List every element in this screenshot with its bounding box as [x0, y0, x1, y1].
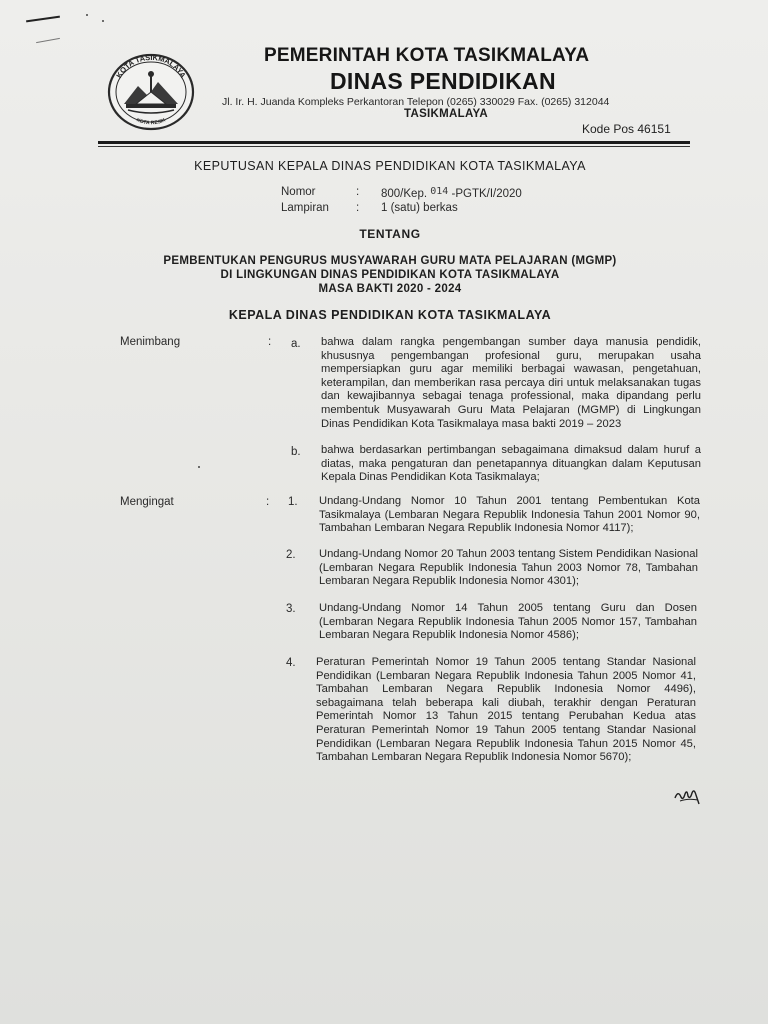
- item-marker: 1.: [288, 496, 298, 508]
- mengingat-colon: :: [266, 496, 270, 508]
- lampiran-colon: :: [356, 202, 360, 214]
- tentang-heading: TENTANG: [359, 227, 421, 241]
- speck: [198, 466, 200, 468]
- mengingat-item-2: Undang-Undang Nomor 20 Tahun 2003 tentang Sistem Pendidikan Nasional (Lembaran Negara Republik Indonesia Tahun 2003 Nomor 78, Tambahan Lembaran Negara Republik Indonesia Nomor 4301);: [319, 548, 698, 588]
- decree-title: KEPUTUSAN KEPALA DINAS PENDIDIKAN KOTA TASIKMALAYA: [194, 159, 586, 173]
- lampiran-label: Lampiran: [281, 202, 329, 214]
- lampiran-value: 1 (satu) berkas: [381, 202, 458, 214]
- handwritten-initials: [672, 784, 702, 806]
- letterhead-postal-code: Kode Pos 46151: [582, 122, 671, 136]
- letterhead-city: TASIKMALAYA: [404, 108, 489, 120]
- item-marker: 4.: [286, 657, 296, 669]
- item-marker: b.: [291, 446, 301, 458]
- speck: [102, 20, 104, 22]
- logo-text-bottom: KOTA RESIK: [135, 117, 167, 127]
- subject-line: PEMBENTUKAN PENGURUS MUSYAWARAH GURU MATA PELAJARAN (MGMP): [163, 255, 617, 267]
- letterhead-address: Jl. Ir. H. Juanda Kompleks Perkantoran Telepon (0265) 330029 Fax. (0265) 312044: [222, 96, 610, 108]
- nomor-value: [381, 186, 522, 200]
- letterhead-rule-thin: [98, 146, 690, 147]
- mengingat-item-4: Peraturan Pemerintah Nomor 19 Tahun 2005 tentang Standar Nasional Pendidikan (Lembaran Negara Republik Indonesia Tahun 2005 Nomor 41, Tambahan Lembaran Negara Republik Indonesia Nomor 4496), sebagaimana telah beberapa kali diubah, terakhir dengan Peraturan Pemerintah Nomor 13 Tahun 2015 tentang Perubahan Kedua atas Peraturan Pemerintah Nomor 19 Tahun 2005 tentang Standar Nasional Pendidikan (Lembaran Negara Republik Indonesia Tahun 2015 Nomor 45, Tambahan Lembaran Negara Republik Indonesia Nomor 5670);: [316, 656, 696, 764]
- nomor-suffix: -PGTK/I/2020: [451, 188, 522, 200]
- menimbang-label: Menimbang: [120, 336, 181, 348]
- nomor-handwritten: 014: [430, 186, 449, 197]
- mengingat-item-3: Undang-Undang Nomor 14 Tahun 2005 tentang Guru dan Dosen (Lembaran Negara Republik Indonesia Tahun 2005 Nomor 157, Tambahan Lembaran Negara Republik Indonesia Nomor 4586);: [319, 602, 697, 642]
- nomor-colon: :: [356, 186, 360, 198]
- nomor-label: Nomor: [281, 186, 316, 198]
- pen-mark: [26, 16, 60, 23]
- speck: [86, 14, 88, 16]
- pen-mark: [36, 38, 60, 43]
- menimbang-colon: :: [268, 336, 272, 348]
- menimbang-item-b: bahwa berdasarkan pertimbangan sebagaimana dimaksud dalam huruf a diatas, maka pengaturan dan penetapannya dituangkan dalam Keputusan Kepala Dinas Pendidikan Kota Tasikmalaya;: [321, 444, 701, 484]
- item-marker: 3.: [286, 603, 296, 615]
- menimbang-item-a: bahwa dalam rangka pengembangan sumber daya manusia pendidik, khususnya pengembangan profesional guru, merupakan usaha mempersiapkan guru agar memiliki berbagai wawasan, pengetahuan, keterampilan, dan memberikan rasa percaya diri untuk melaksanakan tugas dan kewajibannya sebagai tenaga professional, maka dipandang perlu membentuk Musyawarah Guru Mata Pelajaran (MGMP) di Lingkungan Dinas Pendidikan Kota Tasikmalaya masa bakti 2019 – 2023: [321, 336, 701, 430]
- item-marker: 2.: [286, 549, 296, 561]
- letterhead-rule: [98, 141, 690, 144]
- letterhead-office: DINAS PENDIDIKAN: [330, 68, 556, 94]
- letterhead-government: PEMERINTAH KOTA TASIKMALAYA: [264, 45, 590, 66]
- city-emblem-logo: [106, 52, 196, 132]
- mengingat-label: Mengingat: [120, 496, 174, 508]
- nomor-prefix: 800/Kep.: [381, 188, 428, 200]
- subject-line: DI LINGKUNGAN DINAS PENDIDIKAN KOTA TASIKMALAYA: [220, 269, 560, 281]
- logo-text-top: KOTA TASIKMALAYA: [114, 52, 188, 80]
- subject-line: MASA BAKTI 2020 - 2024: [318, 283, 462, 295]
- issuer-heading: KEPALA DINAS PENDIDIKAN KOTA TASIKMALAYA: [228, 308, 552, 322]
- mengingat-item-1: Undang-Undang Nomor 10 Tahun 2001 tentang Pembentukan Kota Tasikmalaya (Lembaran Negara Republik Indonesia Tahun 2001 Nomor 90, Tambahan Lembaran Negara Republik Indonesia Nomor 4117);: [319, 495, 700, 535]
- item-marker: a.: [291, 338, 301, 350]
